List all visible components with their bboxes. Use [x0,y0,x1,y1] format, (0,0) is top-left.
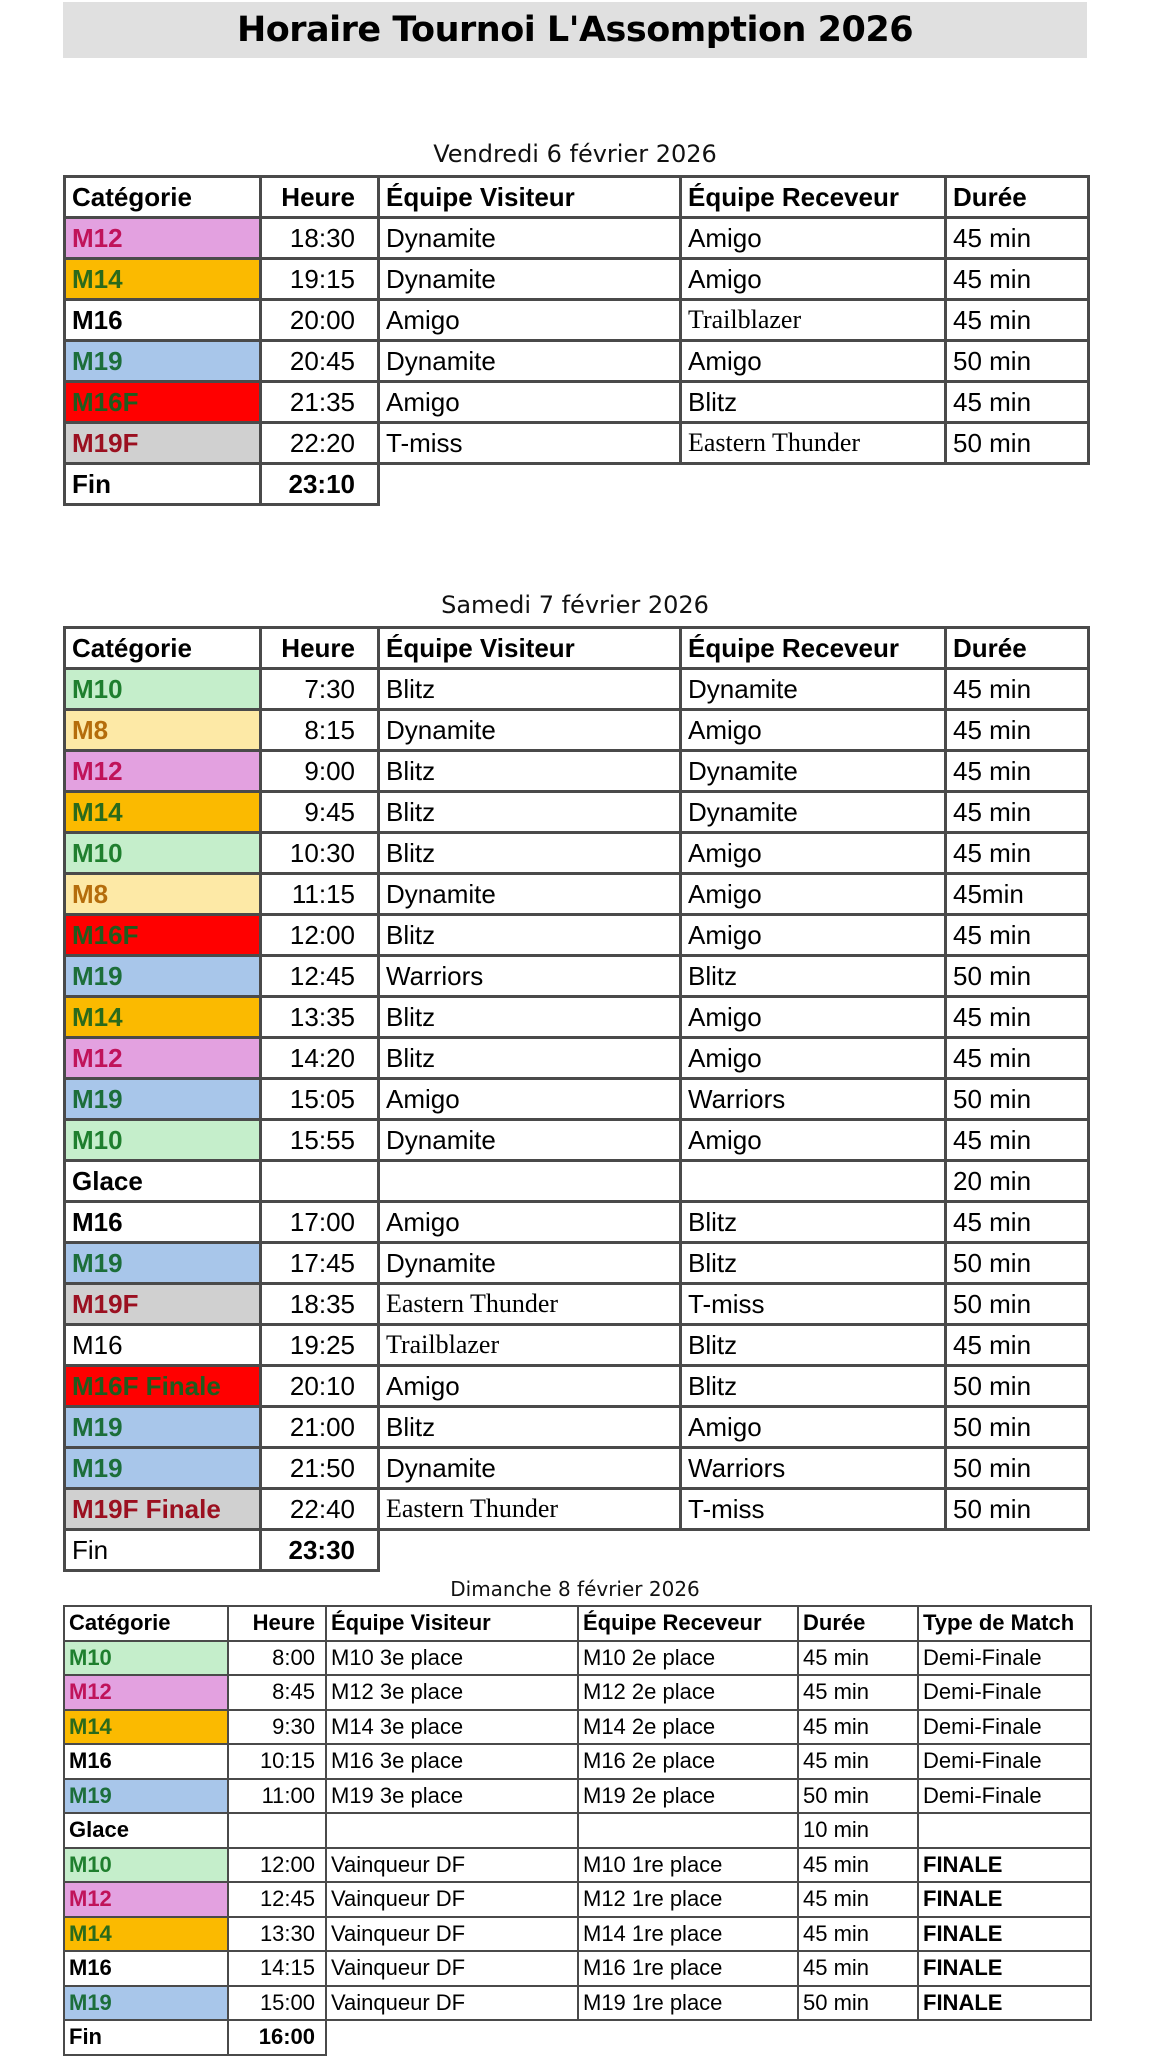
visitor-team-cell: Amigo [379,382,681,423]
home-team-cell: Amigo [681,710,946,751]
empty-cell [681,464,946,505]
empty-cell [918,2020,1091,2055]
table-row [64,1882,1091,1917]
duration-cell: 45 min [798,1675,918,1710]
home-team-cell: M14 1re place [578,1917,798,1952]
home-team-cell: Warriors [681,1448,946,1489]
home-team-cell: Amigo [681,874,946,915]
table-row [64,1744,1091,1779]
category-cell: M19 [65,1079,261,1120]
header-heure: Heure [228,1606,326,1641]
empty-cell [578,2020,798,2055]
header-visiteur: Équipe Visiteur [379,177,681,218]
category-cell: M19F [65,423,261,464]
duration-cell: 50 min [946,1243,1089,1284]
visitor-team-cell: M16 3e place [326,1744,578,1779]
table-row [65,874,1089,915]
duration-cell: 50 min [946,1407,1089,1448]
category-cell: M10 [64,1641,228,1676]
time-cell: 19:15 [261,259,379,300]
category-cell: M19F [65,1284,261,1325]
category-cell: M19F Finale [65,1489,261,1530]
page-title: Horaire Tournoi L'Assomption 2026 [63,2,1087,58]
home-team-cell: Dynamite [681,792,946,833]
time-cell: 8:45 [228,1675,326,1710]
visitor-team-cell [379,1161,681,1202]
time-cell: 9:30 [228,1710,326,1745]
table-row [65,997,1089,1038]
time-cell: 17:00 [261,1202,379,1243]
category-cell: M16F [65,915,261,956]
match-type-cell: Demi-Finale [918,1641,1091,1676]
home-team-cell: Trailblazer [681,300,946,341]
empty-cell [946,1530,1089,1571]
category-cell: M8 [65,710,261,751]
duration-cell: 10 min [798,1813,918,1848]
category-cell: M8 [65,874,261,915]
home-team-cell: Blitz [681,382,946,423]
visitor-team-cell: M10 3e place [326,1641,578,1676]
home-team-cell [681,1161,946,1202]
duration-cell: 50 min [946,1448,1089,1489]
home-team-cell: M19 1re place [578,1986,798,2021]
table-row [64,1675,1091,1710]
category-cell: M14 [65,792,261,833]
time-cell: 9:45 [261,792,379,833]
end-time-cell: 23:10 [261,464,379,505]
header-duree: Durée [798,1606,918,1641]
home-team-cell: Amigo [681,1120,946,1161]
duration-cell: 45 min [798,1744,918,1779]
home-team-cell: Blitz [681,1325,946,1366]
table-row [65,1325,1089,1366]
time-cell: 17:45 [261,1243,379,1284]
duration-cell: 45 min [798,1710,918,1745]
match-type-cell: Demi-Finale [918,1710,1091,1745]
time-cell: 9:00 [261,751,379,792]
visitor-team-cell: Blitz [379,1407,681,1448]
table-row [64,1951,1091,1986]
match-type-cell: FINALE [918,1882,1091,1917]
category-cell: M12 [65,1038,261,1079]
time-cell: 22:40 [261,1489,379,1530]
duration-cell: 45 min [946,710,1089,751]
header-receveur: Équipe Receveur [681,177,946,218]
duration-cell: 45 min [946,1120,1089,1161]
category-cell: M16F Finale [65,1366,261,1407]
category-cell: M12 [64,1675,228,1710]
home-team-cell [578,1813,798,1848]
duration-cell: 20 min [946,1161,1089,1202]
category-cell: M19 [65,956,261,997]
end-time-row [64,2020,1091,2055]
time-cell: 19:25 [261,1325,379,1366]
header-categorie: Catégorie [65,628,261,669]
home-team-cell: Warriors [681,1079,946,1120]
category-cell: M16 [64,1744,228,1779]
time-cell: 20:45 [261,341,379,382]
duration-cell: 45 min [946,833,1089,874]
table-header-row [65,177,1089,218]
visitor-team-cell: M14 3e place [326,1710,578,1745]
visitor-team-cell [326,1813,578,1848]
time-cell: 18:35 [261,1284,379,1325]
visitor-team-cell: Blitz [379,1038,681,1079]
visitor-team-cell: Blitz [379,792,681,833]
table-row [64,1710,1091,1745]
category-cell: M14 [64,1710,228,1745]
table-row [65,218,1089,259]
time-cell: 12:00 [228,1848,326,1883]
home-team-cell: Blitz [681,1366,946,1407]
duration-cell: 45 min [946,382,1089,423]
header-categorie: Catégorie [65,177,261,218]
time-cell: 12:45 [261,956,379,997]
visitor-team-cell: Vainqueur DF [326,1848,578,1883]
home-team-cell: M12 2e place [578,1675,798,1710]
header-heure: Heure [261,628,379,669]
visitor-team-cell: Vainqueur DF [326,1951,578,1986]
time-cell: 11:15 [261,874,379,915]
duration-cell: 45 min [946,997,1089,1038]
time-cell: 7:30 [261,669,379,710]
duration-cell: 50 min [798,1779,918,1814]
visitor-team-cell: Warriors [379,956,681,997]
home-team-cell: M10 1re place [578,1848,798,1883]
visitor-team-cell: Amigo [379,1366,681,1407]
visitor-team-cell: Dynamite [379,710,681,751]
duration-cell: 50 min [946,423,1089,464]
home-team-cell: Blitz [681,1202,946,1243]
duration-cell: 50 min [946,1284,1089,1325]
category-cell: M16F [65,382,261,423]
table-row [65,341,1089,382]
end-time-row [65,1530,1089,1571]
category-cell: M19 [65,341,261,382]
table-row [65,1407,1089,1448]
match-type-cell: Demi-Finale [918,1675,1091,1710]
table-row [65,259,1089,300]
table-row [65,833,1089,874]
table-row [65,1161,1089,1202]
table-row [64,1848,1091,1883]
home-team-cell: M16 2e place [578,1744,798,1779]
visitor-team-cell: Amigo [379,1079,681,1120]
duration-cell: 45 min [946,669,1089,710]
visitor-team-cell: Eastern Thunder [379,1284,681,1325]
table-row [65,1038,1089,1079]
time-cell: 14:15 [228,1951,326,1986]
visitor-team-cell: Blitz [379,997,681,1038]
empty-cell [379,1530,681,1571]
time-cell: 21:00 [261,1407,379,1448]
category-cell: M10 [65,669,261,710]
duration-cell: 45 min [946,1202,1089,1243]
table-row [65,1079,1089,1120]
match-type-cell: Demi-Finale [918,1744,1091,1779]
table-row [65,751,1089,792]
time-cell: 14:20 [261,1038,379,1079]
home-team-cell: Amigo [681,1038,946,1079]
duration-cell: 45 min [946,751,1089,792]
category-cell: M14 [65,259,261,300]
sunday-schedule-table [63,1605,1092,2056]
visitor-team-cell: Vainqueur DF [326,1917,578,1952]
home-team-cell: Amigo [681,341,946,382]
category-cell: Glace [64,1813,228,1848]
visitor-team-cell: Dynamite [379,1243,681,1284]
table-row [64,1813,1091,1848]
category-cell: M16 [65,1202,261,1243]
visitor-team-cell: Blitz [379,751,681,792]
home-team-cell: Amigo [681,997,946,1038]
table-row [64,1917,1091,1952]
time-cell: 15:55 [261,1120,379,1161]
end-label-cell: Fin [65,1530,261,1571]
header-categorie: Catégorie [64,1606,228,1641]
table-row [65,1366,1089,1407]
category-cell: M19 [64,1779,228,1814]
header-type: Type de Match [918,1606,1091,1641]
visitor-team-cell: Vainqueur DF [326,1882,578,1917]
time-cell: 21:50 [261,1448,379,1489]
home-team-cell: Amigo [681,259,946,300]
visitor-team-cell: Blitz [379,669,681,710]
time-cell: 20:00 [261,300,379,341]
table-row [65,423,1089,464]
category-cell: M12 [65,218,261,259]
visitor-team-cell: Dynamite [379,1448,681,1489]
category-cell: Glace [65,1161,261,1202]
duration-cell: 45 min [798,1882,918,1917]
duration-cell: 45 min [946,1325,1089,1366]
saturday-schedule-table [63,626,1090,1572]
category-cell: M10 [65,1120,261,1161]
category-cell: M14 [64,1917,228,1952]
category-cell: M14 [65,997,261,1038]
duration-cell: 45 min [946,259,1089,300]
visitor-team-cell: Amigo [379,300,681,341]
category-cell: M12 [64,1882,228,1917]
empty-cell [946,464,1089,505]
match-type-cell: FINALE [918,1986,1091,2021]
table-header-row [65,628,1089,669]
home-team-cell: M10 2e place [578,1641,798,1676]
empty-cell [379,464,681,505]
category-cell: M16 [65,300,261,341]
visitor-team-cell: Eastern Thunder [379,1489,681,1530]
end-label-cell: Fin [64,2020,228,2055]
table-row [65,1489,1089,1530]
visitor-team-cell: Amigo [379,1202,681,1243]
header-receveur: Équipe Receveur [681,628,946,669]
table-row [64,1779,1091,1814]
sunday-caption: Dimanche 8 février 2026 [450,1577,700,1601]
table-header-row [64,1606,1091,1641]
duration-cell: 45 min [946,915,1089,956]
visitor-team-cell: Dynamite [379,1120,681,1161]
time-cell: 8:15 [261,710,379,751]
visitor-team-cell: M19 3e place [326,1779,578,1814]
end-time-cell: 23:30 [261,1530,379,1571]
table-row [65,956,1089,997]
visitor-team-cell: Dynamite [379,259,681,300]
empty-cell [681,1530,946,1571]
match-type-cell: FINALE [918,1951,1091,1986]
duration-cell: 50 min [946,1079,1089,1120]
home-team-cell: T-miss [681,1489,946,1530]
match-type-cell: Demi-Finale [918,1779,1091,1814]
time-cell: 15:00 [228,1986,326,2021]
home-team-cell: M16 1re place [578,1951,798,1986]
match-type-cell [918,1813,1091,1848]
category-cell: M12 [65,751,261,792]
time-cell: 13:35 [261,997,379,1038]
duration-cell: 50 min [798,1986,918,2021]
header-duree: Durée [946,177,1089,218]
visitor-team-cell: Trailblazer [379,1325,681,1366]
table-row [65,300,1089,341]
time-cell: 11:00 [228,1779,326,1814]
visitor-team-cell: Dynamite [379,218,681,259]
time-cell: 10:30 [261,833,379,874]
category-cell: M16 [65,1325,261,1366]
table-row [65,1120,1089,1161]
match-type-cell: FINALE [918,1848,1091,1883]
header-heure: Heure [261,177,379,218]
time-cell: 10:15 [228,1744,326,1779]
duration-cell: 50 min [946,956,1089,997]
time-cell: 21:35 [261,382,379,423]
duration-cell: 45 min [946,1038,1089,1079]
category-cell: M19 [65,1243,261,1284]
end-time-row [65,464,1089,505]
table-row [64,1986,1091,2021]
time-cell: 20:10 [261,1366,379,1407]
home-team-cell: M14 2e place [578,1710,798,1745]
table-row [65,1448,1089,1489]
time-cell: 12:45 [228,1882,326,1917]
duration-cell: 45 min [798,1848,918,1883]
time-cell: 13:30 [228,1917,326,1952]
duration-cell: 45 min [798,1917,918,1952]
category-cell: M10 [64,1848,228,1883]
category-cell: M16 [64,1951,228,1986]
table-row [65,1284,1089,1325]
visitor-team-cell: Blitz [379,915,681,956]
home-team-cell: T-miss [681,1284,946,1325]
home-team-cell: M19 2e place [578,1779,798,1814]
duration-cell: 45min [946,874,1089,915]
home-team-cell: Amigo [681,1407,946,1448]
table-row [65,1243,1089,1284]
duration-cell: 45 min [946,300,1089,341]
home-team-cell: Dynamite [681,751,946,792]
visitor-team-cell: Vainqueur DF [326,1986,578,2021]
category-cell: M10 [65,833,261,874]
table-row [65,710,1089,751]
table-row [65,915,1089,956]
table-row [65,792,1089,833]
time-cell [228,1813,326,1848]
time-cell: 15:05 [261,1079,379,1120]
home-team-cell: Amigo [681,915,946,956]
home-team-cell: Blitz [681,956,946,997]
friday-caption: Vendredi 6 février 2026 [433,140,717,168]
table-row [65,382,1089,423]
category-cell: M19 [64,1986,228,2021]
duration-cell: 45 min [946,218,1089,259]
time-cell: 22:20 [261,423,379,464]
time-cell: 12:00 [261,915,379,956]
visitor-team-cell: Blitz [379,833,681,874]
duration-cell: 45 min [798,1951,918,1986]
header-duree: Durée [946,628,1089,669]
duration-cell: 50 min [946,1489,1089,1530]
table-row [64,1641,1091,1676]
visitor-team-cell: Dynamite [379,874,681,915]
end-time-cell: 16:00 [228,2020,326,2055]
home-team-cell: M12 1re place [578,1882,798,1917]
home-team-cell: Amigo [681,833,946,874]
time-cell: 18:30 [261,218,379,259]
time-cell [261,1161,379,1202]
home-team-cell: Dynamite [681,669,946,710]
empty-cell [798,2020,918,2055]
time-cell: 8:00 [228,1641,326,1676]
table-row [65,1202,1089,1243]
header-visiteur: Équipe Visiteur [326,1606,578,1641]
duration-cell: 50 min [946,1366,1089,1407]
header-receveur: Équipe Receveur [578,1606,798,1641]
visitor-team-cell: Dynamite [379,341,681,382]
duration-cell: 45 min [798,1641,918,1676]
home-team-cell: Eastern Thunder [681,423,946,464]
end-label-cell: Fin [65,464,261,505]
home-team-cell: Blitz [681,1243,946,1284]
match-type-cell: FINALE [918,1917,1091,1952]
home-team-cell: Amigo [681,218,946,259]
empty-cell [326,2020,578,2055]
visitor-team-cell: T-miss [379,423,681,464]
saturday-caption: Samedi 7 février 2026 [441,591,709,619]
duration-cell: 50 min [946,341,1089,382]
header-visiteur: Équipe Visiteur [379,628,681,669]
category-cell: M19 [65,1448,261,1489]
duration-cell: 45 min [946,792,1089,833]
friday-schedule-table [63,175,1090,506]
visitor-team-cell: M12 3e place [326,1675,578,1710]
table-row [65,669,1089,710]
category-cell: M19 [65,1407,261,1448]
